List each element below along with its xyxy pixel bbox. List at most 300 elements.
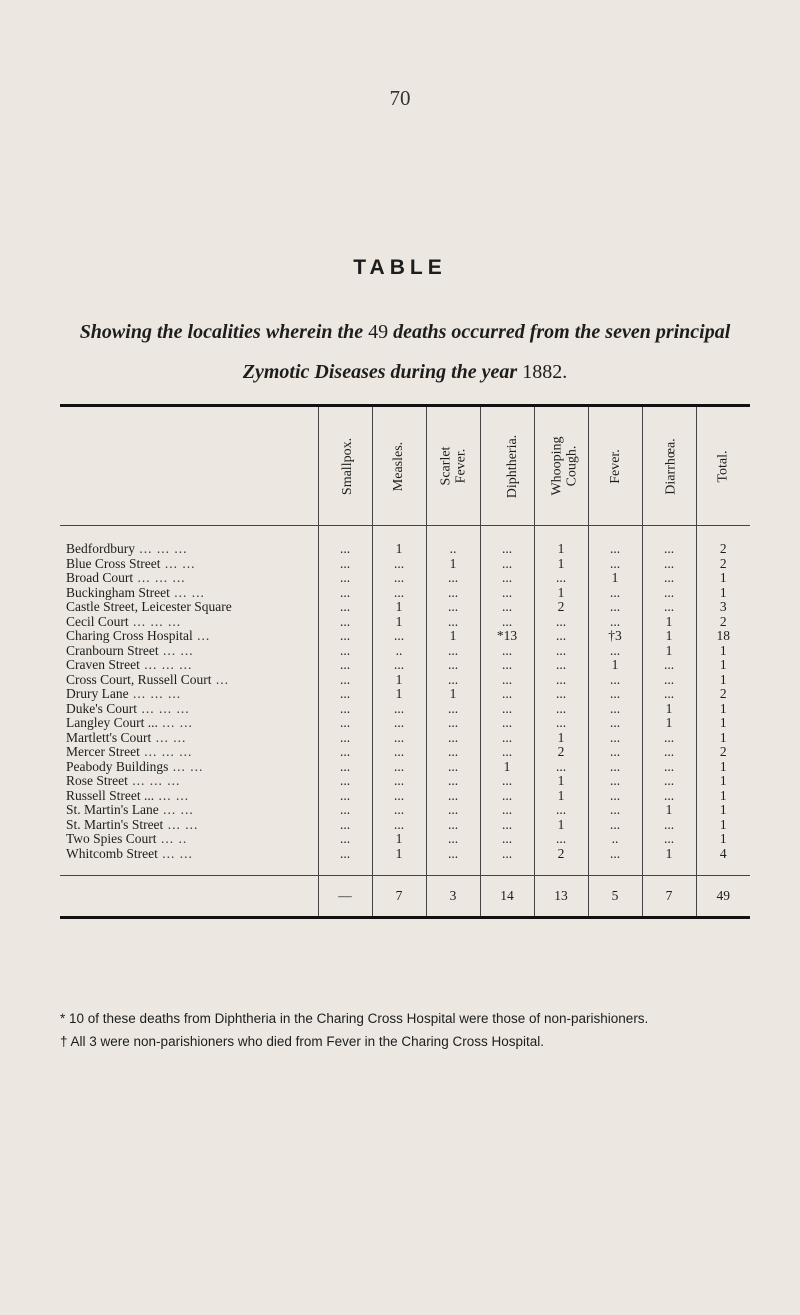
- count-cell: ...: [534, 760, 588, 775]
- count-cell: ...: [534, 629, 588, 644]
- count-cell: 2: [534, 600, 588, 615]
- count-cell: 1: [696, 658, 750, 673]
- count-cell: ...: [426, 586, 480, 601]
- count-cell: ...: [588, 542, 642, 557]
- totals-label-cell: [60, 876, 318, 918]
- locality-header: [60, 406, 318, 526]
- leader-dots: ... ... ...: [128, 687, 182, 701]
- locality-cell: [60, 702, 318, 717]
- leader-dots: ... ... ...: [134, 542, 188, 556]
- locality-name: Cranbourn Street: [66, 643, 159, 658]
- locality-name: Broad Court: [66, 571, 134, 585]
- count-cell: ...: [318, 571, 372, 586]
- table-row: [60, 774, 750, 789]
- count-cell: ...: [588, 803, 642, 818]
- count-cell: ...: [588, 789, 642, 804]
- column-header-label: Whooping Cough.: [549, 435, 580, 496]
- column-header-label: Scarlet Fever.: [438, 446, 468, 485]
- mortality-table: [60, 404, 750, 919]
- locality-cell: [60, 745, 318, 760]
- count-cell: ...: [642, 542, 696, 557]
- count-cell: ...: [480, 803, 534, 818]
- locality-name: Rose Street: [66, 774, 128, 788]
- footnotes: [60, 1010, 750, 1056]
- locality-cell: [60, 789, 318, 804]
- count-cell: ...: [480, 774, 534, 789]
- spacer-cell: [60, 861, 318, 876]
- count-cell: ...: [426, 600, 480, 615]
- column-header: [534, 406, 588, 526]
- spacer-cell: [696, 526, 750, 543]
- count-cell: ...: [642, 571, 696, 586]
- count-cell: ...: [642, 658, 696, 673]
- count-cell: 1: [534, 774, 588, 789]
- leader-dots: ... ...: [160, 556, 196, 571]
- count-cell: 2: [696, 745, 750, 760]
- total-cell: 7: [642, 876, 696, 918]
- locality-name: Peabody Buildings: [66, 759, 169, 774]
- count-cell: ...: [588, 673, 642, 688]
- count-cell: ...: [426, 571, 480, 586]
- count-cell: ...: [642, 774, 696, 789]
- leader-dots: ... ...: [168, 759, 204, 774]
- count-cell: ..: [426, 542, 480, 557]
- spacer-cell: [534, 526, 588, 543]
- count-cell: ...: [426, 847, 480, 862]
- count-cell: 2: [534, 745, 588, 760]
- count-cell: ...: [318, 557, 372, 572]
- spacer-cell: [534, 861, 588, 876]
- column-header-label: Fever.: [607, 449, 623, 484]
- count-cell: 1: [642, 847, 696, 862]
- count-cell: ...: [480, 745, 534, 760]
- count-cell: ..: [588, 832, 642, 847]
- locality-cell: [60, 615, 318, 630]
- count-cell: ...: [372, 629, 426, 644]
- spacer-cell: [480, 526, 534, 543]
- count-cell: ...: [372, 774, 426, 789]
- count-cell: ...: [534, 832, 588, 847]
- count-cell: ...: [426, 803, 480, 818]
- table-row: [60, 644, 750, 659]
- count-cell: ...: [588, 745, 642, 760]
- table-row: [60, 557, 750, 572]
- count-cell: *13: [480, 629, 534, 644]
- table-row: [60, 673, 750, 688]
- count-cell: ...: [480, 818, 534, 833]
- locality-cell: [60, 629, 318, 644]
- count-cell: ...: [426, 702, 480, 717]
- count-cell: ...: [372, 745, 426, 760]
- count-cell: ...: [318, 687, 372, 702]
- count-cell: ...: [588, 644, 642, 659]
- count-cell: ...: [642, 731, 696, 746]
- table-subtitle: [50, 312, 760, 392]
- count-cell: ...: [480, 658, 534, 673]
- table-row: [60, 803, 750, 818]
- subtitle-part2: deaths occurred from the seven principal Zymotic Diseases during the year: [242, 321, 731, 383]
- locality-name: Langley Court ...: [66, 716, 158, 730]
- table-row: [60, 832, 750, 847]
- count-cell: ...: [372, 702, 426, 717]
- subtitle-year: 1882.: [522, 361, 568, 383]
- count-cell: 1: [426, 687, 480, 702]
- table-row: [60, 716, 750, 731]
- locality-name: Craven Street: [66, 658, 140, 672]
- locality-cell: [60, 644, 318, 659]
- locality-name: Buckingham Street: [66, 585, 170, 600]
- page-number: 70: [389, 86, 411, 110]
- locality-name: Cecil Court: [66, 614, 129, 629]
- spacer-cell: [372, 526, 426, 543]
- count-cell: ...: [318, 658, 372, 673]
- count-cell: 1: [642, 716, 696, 731]
- count-cell: ...: [318, 542, 372, 557]
- locality-cell: [60, 571, 318, 586]
- count-cell: ...: [318, 832, 372, 847]
- leader-dots: ... ...: [158, 803, 194, 817]
- table-row: [60, 760, 750, 775]
- count-cell: ...: [642, 789, 696, 804]
- locality-cell: [60, 716, 318, 731]
- column-header: [480, 406, 534, 526]
- locality-name: St. Martin's Lane: [66, 803, 159, 817]
- column-header: [588, 406, 642, 526]
- count-cell: ...: [318, 586, 372, 601]
- count-cell: ..: [372, 644, 426, 659]
- count-cell: ...: [588, 731, 642, 746]
- locality-name: Cross Court, Russell Court: [66, 672, 212, 687]
- column-header: [426, 406, 480, 526]
- table-row: [60, 847, 750, 862]
- column-header-label: Total.: [715, 450, 731, 483]
- count-cell: ...: [372, 716, 426, 731]
- count-cell: ...: [534, 716, 588, 731]
- count-cell: 1: [480, 760, 534, 775]
- table-title: TABLE: [353, 256, 447, 279]
- leader-dots: ... ...: [157, 846, 193, 861]
- count-cell: ...: [318, 731, 372, 746]
- locality-cell: [60, 600, 318, 615]
- count-cell: 1: [426, 557, 480, 572]
- footnote-diphtheria: * 10 of these deaths from Diphtheria in the Charing Cross Hospital were those of non-parishioners.: [60, 1011, 649, 1026]
- locality-cell: [60, 803, 318, 818]
- count-cell: ...: [372, 658, 426, 673]
- count-cell: 2: [534, 847, 588, 862]
- count-cell: ...: [642, 673, 696, 688]
- column-header-label: Measles.: [391, 441, 407, 492]
- count-cell: ...: [480, 832, 534, 847]
- count-cell: ...: [318, 774, 372, 789]
- spacer-cell: [642, 861, 696, 876]
- table-row: [60, 658, 750, 673]
- count-cell: 3: [696, 600, 750, 615]
- locality-name: Two Spies Court: [66, 832, 157, 846]
- locality-cell: [60, 847, 318, 862]
- count-cell: ...: [588, 687, 642, 702]
- count-cell: ...: [588, 774, 642, 789]
- count-cell: ...: [318, 818, 372, 833]
- count-cell: 1: [534, 789, 588, 804]
- count-cell: ...: [426, 644, 480, 659]
- locality-cell: [60, 673, 318, 688]
- count-cell: ...: [318, 745, 372, 760]
- leader-dots: ... ...: [163, 817, 199, 832]
- count-cell: ...: [372, 760, 426, 775]
- leader-dots: ... ...: [154, 788, 190, 803]
- leader-dots: ... ...: [151, 730, 187, 745]
- leader-dots: ... ... ...: [127, 774, 181, 788]
- leader-dots: ... ... ...: [139, 658, 193, 672]
- count-cell: ...: [642, 586, 696, 601]
- count-cell: ...: [534, 615, 588, 630]
- count-cell: ...: [642, 832, 696, 847]
- locality-cell: [60, 731, 318, 746]
- count-cell: 2: [696, 687, 750, 702]
- count-cell: 2: [696, 542, 750, 557]
- spacer-cell: [642, 526, 696, 543]
- count-cell: 1: [588, 571, 642, 586]
- locality-name: Mercer Street: [66, 745, 140, 759]
- table-row: [60, 687, 750, 702]
- count-cell: ...: [318, 644, 372, 659]
- total-cell: 49: [696, 876, 750, 918]
- column-header: [318, 406, 372, 526]
- count-cell: ...: [480, 542, 534, 557]
- table-row: [60, 789, 750, 804]
- count-cell: 2: [696, 557, 750, 572]
- count-cell: ...: [642, 687, 696, 702]
- count-cell: ...: [372, 571, 426, 586]
- spacer-cell: [696, 861, 750, 876]
- count-cell: ...: [426, 716, 480, 731]
- count-cell: 1: [642, 644, 696, 659]
- count-cell: †3: [588, 629, 642, 644]
- table-row: [60, 586, 750, 601]
- count-cell: ...: [480, 615, 534, 630]
- column-header: [372, 406, 426, 526]
- count-cell: ...: [588, 615, 642, 630]
- count-cell: ...: [534, 658, 588, 673]
- leader-dots: ... ... ...: [137, 701, 190, 716]
- column-header-label: Smallpox.: [339, 437, 355, 496]
- count-cell: ...: [642, 818, 696, 833]
- count-cell: ...: [318, 629, 372, 644]
- count-cell: 1: [696, 571, 750, 586]
- count-cell: ...: [318, 847, 372, 862]
- locality-name: Blue Cross Street: [66, 556, 161, 571]
- count-cell: ...: [480, 673, 534, 688]
- count-cell: ...: [372, 586, 426, 601]
- spacer-cell: [318, 526, 372, 543]
- leader-dots: ... ... ...: [133, 571, 186, 585]
- locality-name: Martlett's Court: [66, 730, 152, 745]
- count-cell: ...: [588, 847, 642, 862]
- count-cell: 1: [372, 542, 426, 557]
- count-cell: ...: [426, 760, 480, 775]
- count-cell: 1: [696, 774, 750, 789]
- count-cell: ...: [480, 847, 534, 862]
- count-cell: 1: [642, 615, 696, 630]
- count-cell: 1: [588, 658, 642, 673]
- count-cell: ...: [318, 702, 372, 717]
- count-cell: ...: [588, 716, 642, 731]
- table-row: [60, 600, 750, 615]
- count-cell: 1: [372, 673, 426, 688]
- count-cell: 1: [696, 789, 750, 804]
- count-cell: 1: [696, 832, 750, 847]
- table-row: [60, 818, 750, 833]
- count-cell: 2: [696, 615, 750, 630]
- count-cell: ...: [372, 818, 426, 833]
- count-cell: ...: [534, 644, 588, 659]
- table-row: [60, 615, 750, 630]
- column-header: [642, 406, 696, 526]
- count-cell: 1: [696, 702, 750, 717]
- table-body: [60, 526, 750, 918]
- column-header-label: Diphtheria.: [504, 434, 520, 499]
- total-cell: 7: [372, 876, 426, 918]
- spacer-cell: [318, 861, 372, 876]
- spacer-cell: [480, 861, 534, 876]
- leader-dots: ... ...: [169, 585, 205, 600]
- table-row: [60, 702, 750, 717]
- table-row: [60, 629, 750, 644]
- count-cell: 1: [534, 557, 588, 572]
- count-cell: ...: [426, 658, 480, 673]
- count-cell: 1: [696, 760, 750, 775]
- count-cell: 1: [642, 803, 696, 818]
- count-cell: 1: [696, 673, 750, 688]
- count-cell: 1: [372, 615, 426, 630]
- count-cell: ...: [318, 789, 372, 804]
- count-cell: ...: [318, 673, 372, 688]
- locality-name: Charing Cross Hospital: [66, 629, 193, 643]
- spacer-cell: [426, 526, 480, 543]
- leader-dots: ... ...: [158, 643, 194, 658]
- count-cell: ...: [318, 716, 372, 731]
- total-cell: 5: [588, 876, 642, 918]
- count-cell: 1: [534, 542, 588, 557]
- leader-dots: ...: [211, 672, 230, 687]
- count-cell: ...: [588, 760, 642, 775]
- count-cell: 1: [642, 702, 696, 717]
- count-cell: 1: [372, 847, 426, 862]
- subtitle-death-count: 49: [368, 321, 389, 343]
- count-cell: 18: [696, 629, 750, 644]
- leader-dots: ... ... ...: [128, 614, 182, 629]
- count-cell: 1: [372, 687, 426, 702]
- leader-dots: ... ..: [156, 832, 188, 846]
- count-cell: ...: [318, 803, 372, 818]
- count-cell: 1: [534, 586, 588, 601]
- locality-name: Whitcomb Street: [66, 846, 158, 861]
- locality-cell: [60, 557, 318, 572]
- locality-cell: [60, 586, 318, 601]
- locality-name: Castle Street, Leicester Square: [66, 600, 232, 614]
- locality-name: Russell Street ...: [66, 788, 155, 803]
- count-cell: ...: [318, 760, 372, 775]
- count-cell: ...: [480, 557, 534, 572]
- locality-name: St. Martin's Street: [66, 817, 164, 832]
- count-cell: 1: [696, 586, 750, 601]
- count-cell: ...: [588, 557, 642, 572]
- count-cell: 1: [534, 731, 588, 746]
- leader-dots: ... ...: [157, 716, 193, 730]
- count-cell: ...: [480, 571, 534, 586]
- count-cell: ...: [480, 702, 534, 717]
- count-cell: ...: [372, 557, 426, 572]
- spacer-cell: [426, 861, 480, 876]
- locality-cell: [60, 832, 318, 847]
- count-cell: ...: [480, 687, 534, 702]
- count-cell: ...: [588, 600, 642, 615]
- total-cell: 3: [426, 876, 480, 918]
- count-cell: ...: [642, 760, 696, 775]
- count-cell: 1: [696, 644, 750, 659]
- leader-dots: ... ... ...: [139, 745, 193, 759]
- count-cell: ...: [480, 644, 534, 659]
- count-cell: 4: [696, 847, 750, 862]
- table-row: [60, 731, 750, 746]
- count-cell: ...: [426, 673, 480, 688]
- spacer-cell: [588, 861, 642, 876]
- locality-cell: [60, 818, 318, 833]
- column-header: [696, 406, 750, 526]
- table-row: [60, 571, 750, 586]
- total-cell: 14: [480, 876, 534, 918]
- locality-cell: [60, 760, 318, 775]
- count-cell: ...: [426, 789, 480, 804]
- locality-cell: [60, 774, 318, 789]
- count-cell: ...: [534, 571, 588, 586]
- count-cell: ...: [480, 789, 534, 804]
- count-cell: ...: [372, 731, 426, 746]
- totals-row: [60, 876, 750, 918]
- subtitle-part1: Showing the localities wherein the: [79, 321, 369, 343]
- total-cell: 13: [534, 876, 588, 918]
- count-cell: ...: [372, 803, 426, 818]
- count-cell: ...: [426, 818, 480, 833]
- column-header-label: Diarrhœa.: [663, 438, 679, 495]
- count-cell: 1: [426, 629, 480, 644]
- locality-cell: [60, 687, 318, 702]
- count-cell: 1: [372, 832, 426, 847]
- count-cell: ...: [534, 673, 588, 688]
- count-cell: ...: [534, 702, 588, 717]
- table-row: [60, 542, 750, 557]
- count-cell: ...: [642, 600, 696, 615]
- footnote-fever: † All 3 were non-parishioners who died from Fever in the Charing Cross Hospital.: [60, 1034, 544, 1049]
- locality-cell: [60, 542, 318, 557]
- locality-name: Drury Lane: [66, 687, 129, 701]
- locality-cell: [60, 658, 318, 673]
- count-cell: ...: [318, 600, 372, 615]
- count-cell: ...: [372, 789, 426, 804]
- count-cell: ...: [588, 818, 642, 833]
- count-cell: ...: [426, 731, 480, 746]
- count-cell: 1: [696, 803, 750, 818]
- spacer-cell: [372, 861, 426, 876]
- spacer-cell: [60, 526, 318, 543]
- count-cell: 1: [696, 818, 750, 833]
- count-cell: 1: [696, 731, 750, 746]
- count-cell: ...: [426, 774, 480, 789]
- count-cell: 1: [372, 600, 426, 615]
- count-cell: ...: [426, 832, 480, 847]
- count-cell: ...: [480, 586, 534, 601]
- count-cell: ...: [588, 702, 642, 717]
